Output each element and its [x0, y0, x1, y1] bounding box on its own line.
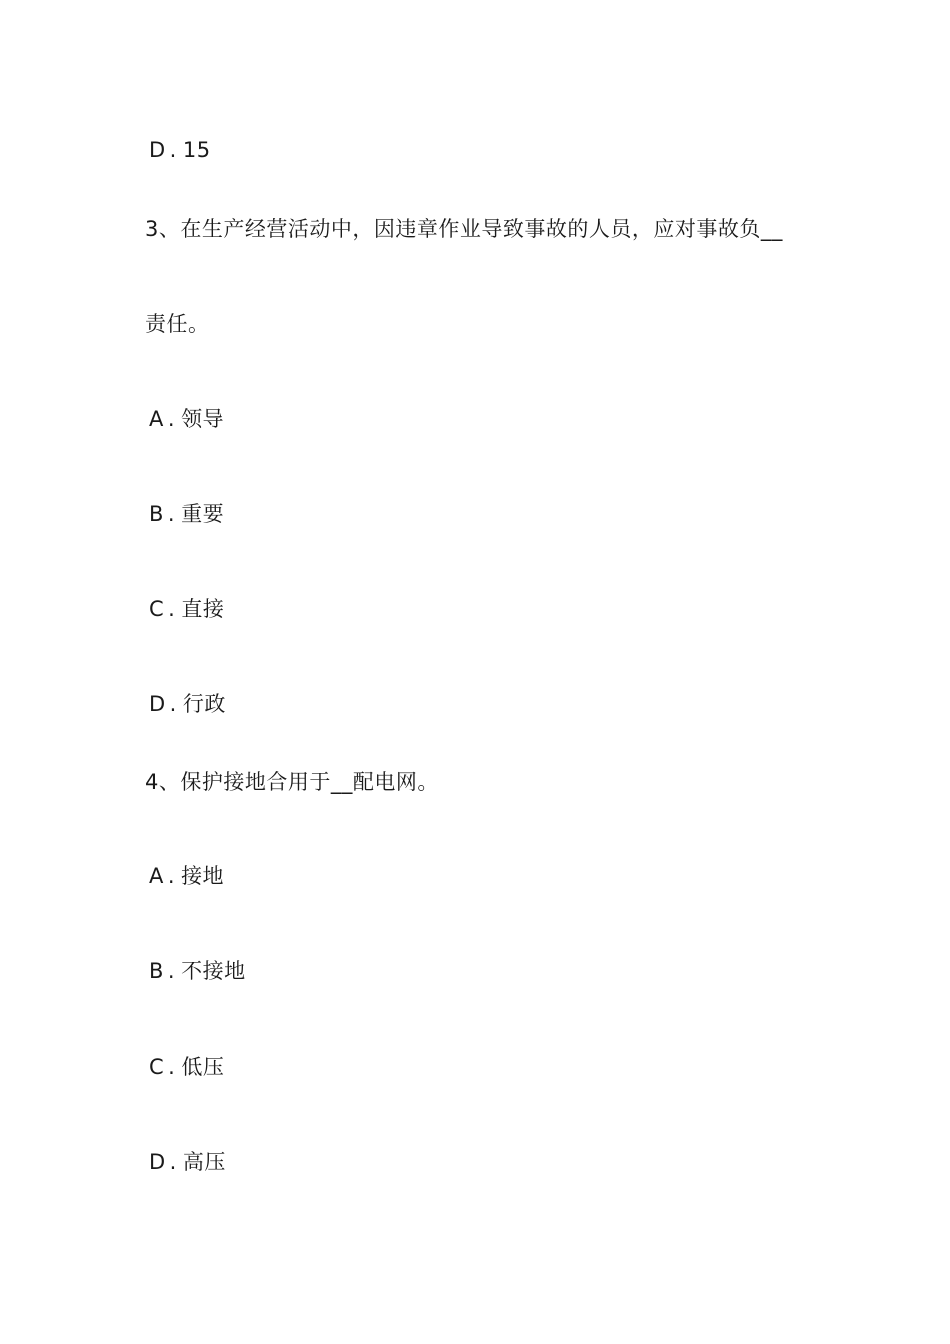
q3-stem-line-1: 3、在生产经营活动中，因违章作业导致事故的人员，应对事故负__ [145, 217, 783, 241]
q4-option-c [149, 1053, 224, 1081]
q2-option-d [149, 136, 211, 164]
option-letter: C [149, 1055, 165, 1079]
option-separator: . [169, 692, 177, 716]
option-text: 重要 [181, 502, 225, 526]
option-letter: A [149, 407, 164, 431]
option-letter: D [149, 692, 166, 716]
option-text: 领导 [181, 407, 225, 431]
q3-option-d [149, 690, 226, 718]
option-text: 直接 [181, 597, 225, 621]
option-letter: A [149, 864, 164, 888]
option-letter: B [149, 959, 164, 983]
q3-option-b [149, 500, 224, 528]
option-letter: B [149, 502, 164, 526]
option-text: 15 [182, 138, 211, 162]
option-text: 接地 [181, 864, 225, 888]
option-separator: . [167, 959, 176, 983]
option-separator: . [167, 502, 176, 526]
option-separator: . [169, 1150, 177, 1174]
option-text: 不接地 [181, 959, 246, 983]
option-letter: D [149, 138, 166, 162]
option-separator: . [168, 1055, 176, 1079]
option-separator: . [169, 138, 177, 162]
q3-option-a [149, 405, 224, 433]
q3-stem-line-2: 责任。 [145, 312, 210, 336]
option-letter: C [149, 597, 165, 621]
q4-option-d [149, 1148, 226, 1176]
option-separator: . [167, 407, 176, 431]
q3-option-c [149, 595, 224, 623]
q4-stem-line-1: 4、保护接地合用于__配电网。 [145, 770, 439, 794]
q4-option-b [149, 957, 246, 985]
option-separator: . [167, 864, 176, 888]
option-separator: . [168, 597, 176, 621]
option-letter: D [149, 1150, 166, 1174]
option-text: 低压 [181, 1055, 225, 1079]
q4-option-a [149, 862, 224, 890]
option-text: 高压 [182, 1150, 226, 1174]
option-text: 行政 [182, 692, 226, 716]
